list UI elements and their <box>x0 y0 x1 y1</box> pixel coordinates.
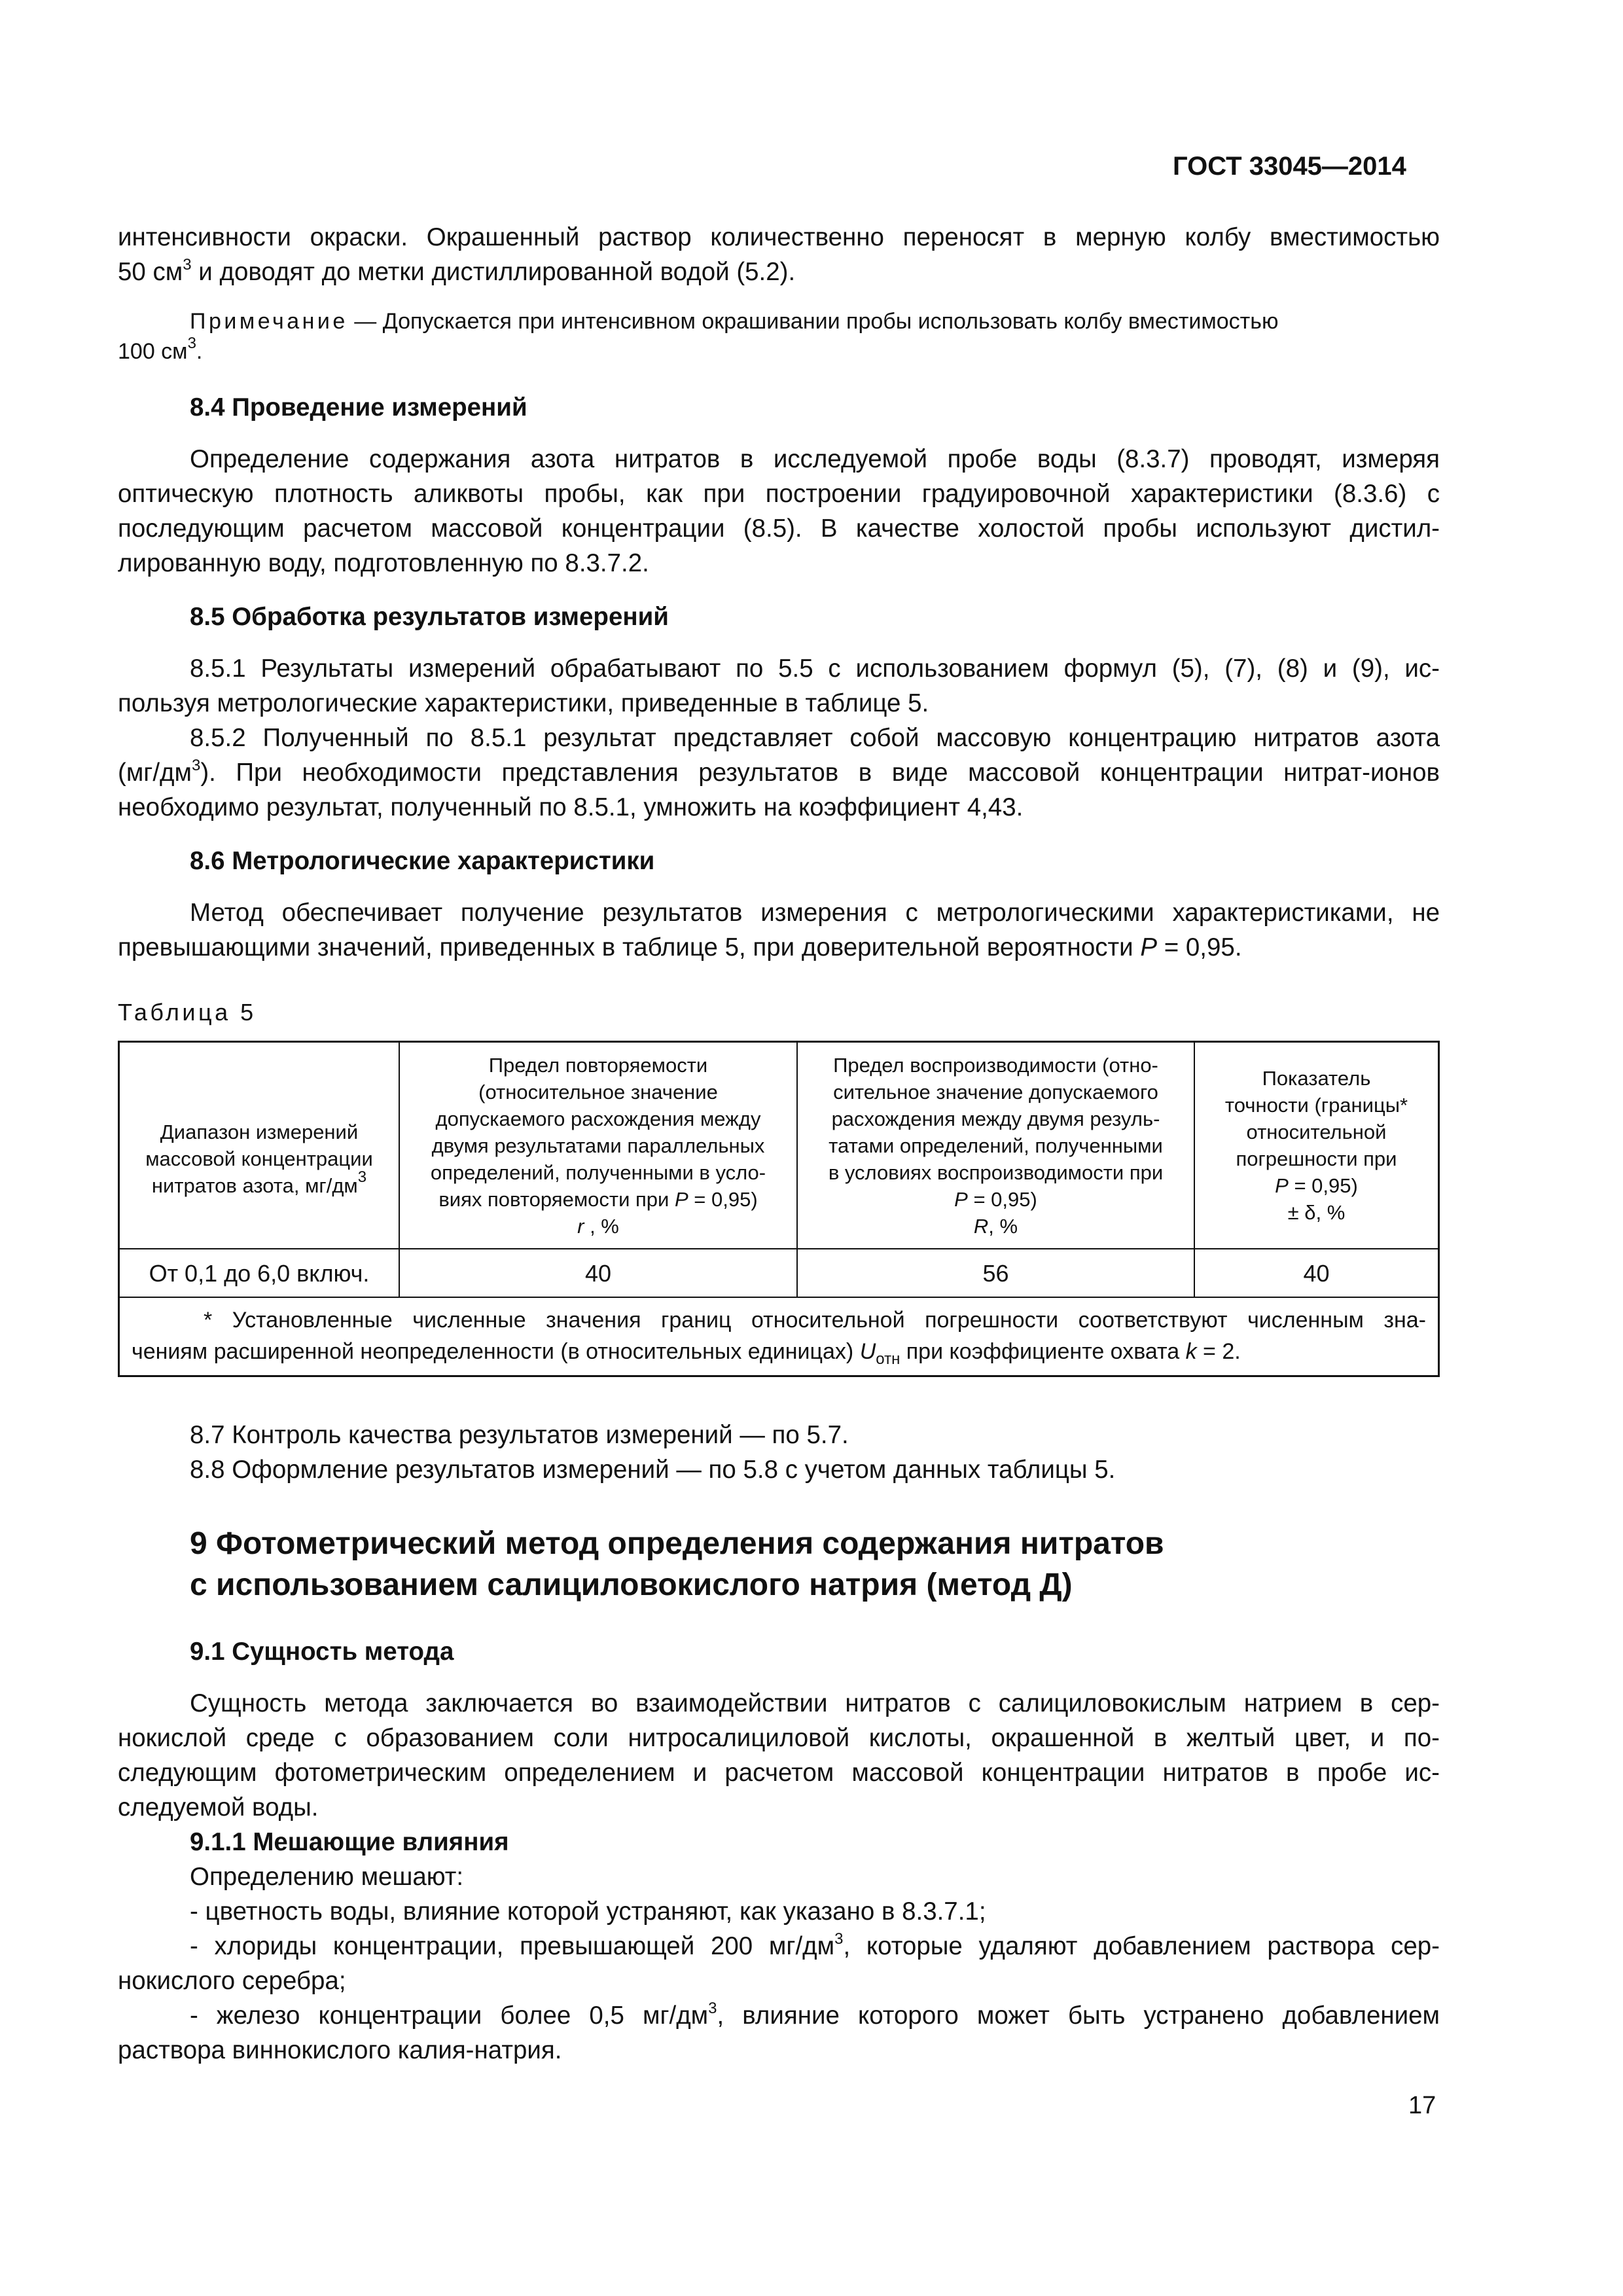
cell-reproducibility: 56 <box>798 1249 1195 1298</box>
paragraph-line: 8.5.2 Полученный по 8.5.1 результат представляет собой массовую концентрацию нитратов азота <box>190 724 1440 752</box>
cell-accuracy: 40 <box>1195 1249 1438 1298</box>
note: Примечание — Допускается при интенсивном окрашивании пробы использовать колбу вместимостью <box>190 309 1279 334</box>
paragraph-line: интенсивности окраски. Окрашенный раствор количественно переносят в мерную колбу вместимостью <box>118 223 1440 251</box>
paragraph-line: пользуя метрологические характеристики, приведенные в таблице 5. <box>118 689 929 717</box>
header-cell-range: Диапазон измерений массовой концентрации нитратов азота, $мг/дм^3$ <box>120 1043 400 1249</box>
list-item: - хлориды концентрации, превышающей 200 $мг/дм^3$, которые удаляют добавлением раствора сер- <box>190 1930 1440 1960</box>
list-item-continuation: нокислого серебра; <box>118 1967 346 1995</box>
paragraph-line: лированную воду, подготовленную по 8.3.7.2. <box>118 549 649 577</box>
document-header: ГОСТ 33045—2014 <box>1173 152 1406 181</box>
table-caption: Таблица 5 <box>118 999 257 1026</box>
paragraph-line: 8.5.1 Результаты измерений обрабатывают по 5.5 с использованием формул (5), (7), (8) и (9), ис- <box>190 655 1440 683</box>
chapter-title: с использованием салициловокислого натрия (метод Д) <box>190 1568 1073 1602</box>
cell-range: От 0,1 до 6,0 включ. <box>120 1249 400 1298</box>
header-cell-accuracy: Показатель точности (границы* относительной погрешности при P = 0,95) ± δ, % <box>1195 1043 1438 1249</box>
list-item-continuation: раствора виннокислого калия-натрия. <box>118 2036 562 2064</box>
paragraph-line: 8.8 Оформление результатов измерений — по 5.8 с учетом данных таблицы 5. <box>190 1456 1116 1484</box>
paragraph-line: Определению мешают: <box>190 1863 464 1891</box>
paragraph-line: Определение содержания азота нитратов в исследуемой пробе воды (8.3.7) проводят, измеряя <box>190 445 1440 473</box>
section-heading: 8.4 Проведение измерений <box>190 393 527 422</box>
paragraph-line: следуемой воды. <box>118 1793 319 1821</box>
section-heading: 8.6 Метрологические характеристики <box>190 847 655 875</box>
paragraph-line: 50 $см^3$ и доводят до метки дистиллированной водой (5.2). <box>118 256 796 286</box>
header-cell-repeatability: Предел повторяемости (относительное значение допускаемого расхождения между двумя результатами параллельных определений, полученными в усло- виях повторяемости при P = 0,95) r , % <box>400 1043 798 1249</box>
list-item: - железо концентрации более 0,5 $мг/дм^3$, влияние которого может быть устранено добавлением <box>190 2000 1440 2030</box>
table-row <box>120 1249 1438 1298</box>
table-header-row <box>120 1043 1438 1249</box>
paragraph-line: следующим фотометрическим определением и расчетом массовой концентрации нитратов в пробе ис- <box>118 1759 1440 1787</box>
section-heading: 8.5 Обработка результатов измерений <box>190 603 669 631</box>
paragraph-line: необходимо результат, полученный по 8.5.1, умножить на коэффициент 4,43. <box>118 793 1024 821</box>
section-heading: 9.1.1 Мешающие влияния <box>190 1828 509 1856</box>
paragraph-line: превышающими значений, приведенных в таблице 5, при доверительной вероятности P = 0,95. <box>118 933 1242 961</box>
paragraph-line: 8.7 Контроль качества результатов измерений — по 5.7. <box>190 1421 849 1449</box>
paragraph-line: Метод обеспечивает получение результатов измерения с метрологическими характеристиками, не <box>190 899 1440 927</box>
note-label: Примечание <box>190 309 348 334</box>
list-item: - цветность воды, влияние которой устраняют, как указано в 8.3.7.1; <box>190 1897 986 1926</box>
header-cell-reproducibility: Предел воспроизводимости (отно- сительное значение допускаемого расхождения между двумя резуль- татами определений, полученными в условиях воспроизводимости при P = 0,95) R, % <box>798 1043 1195 1249</box>
cell-repeatability: 40 <box>400 1249 798 1298</box>
paragraph-line: оптическую плотность аликвоты пробы, как при построении градуировочной характеристики (8.3.6) с <box>118 480 1440 508</box>
paragraph-line: нокислой среде с образованием соли нитросалициловой кислоты, окрашенной в желтый цвет, и по- <box>118 1724 1440 1752</box>
metrology-table <box>118 1041 1440 1377</box>
paragraph-line: последующим расчетом массовой концентрации (8.5). В качестве холостой пробы используют дистил- <box>118 514 1440 543</box>
page-number: 17 <box>1408 2092 1436 2119</box>
section-heading: 9.1 Сущность метода <box>190 1638 454 1666</box>
paragraph-line: $(мг/дм^3)$. При необходимости представления результатов в виде массовой концентрации нитрат-ионов <box>118 757 1440 787</box>
chapter-title: 9 Фотометрический метод определения содержания нитратов <box>190 1526 1164 1561</box>
note-line: 100 $см^3$. <box>118 334 203 364</box>
table-footnote: * Установленные численные значения границ относительной погрешности соответствуют численным зна- чениям расширенной неопределенности (в относительных единицах) $U_{отн}$ при коэффициенте охвата k = 2. <box>132 1308 1426 1368</box>
paragraph-line: Сущность метода заключается во взаимодействии нитратов с салициловокислым натрием в сер- <box>190 1689 1440 1717</box>
